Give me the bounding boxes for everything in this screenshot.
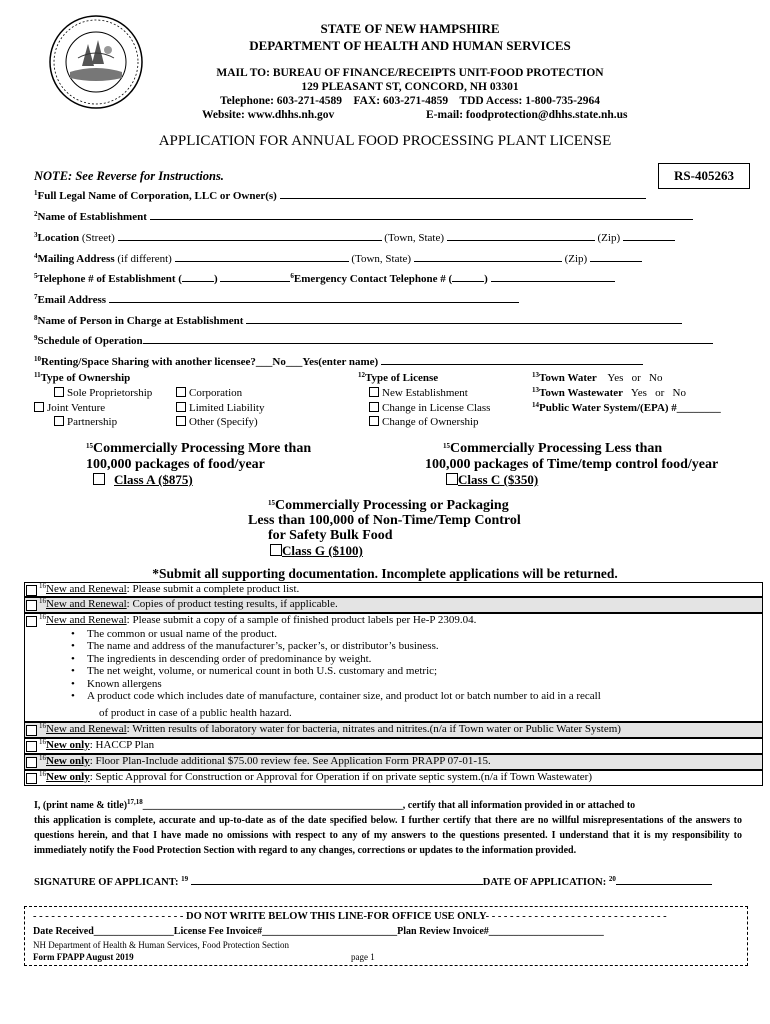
class-a-block: $^{15}$Commercially Processing More than 100,000 packages of food/year (86, 441, 312, 472)
page-number: page 1 (351, 952, 375, 962)
checklist-floor-plan[interactable]: $^{16}$New only: Floor Plan-Include additional $75.00 review fee. See Application Form PRAPP 07-01-15. (24, 754, 763, 770)
class-c-option[interactable]: Class C ($350) (446, 472, 542, 488)
office-use-box (24, 906, 748, 966)
state-name: STATE OF NEW HAMPSHIRE (320, 21, 500, 36)
field-legal-name[interactable]: $^1$Full Legal Name of Corporation, LLC or Owner(s) (34, 189, 646, 202)
email-contact: E-mail: foodprotection@dhhs.state.nh.us (426, 109, 628, 121)
department-name: DEPARTMENT OF HEALTH AND HUMAN SERVICES (249, 38, 571, 53)
rs-number: RS-405263 (658, 163, 750, 189)
website: Website: www.dhhs.nh.gov (202, 109, 335, 121)
license-change-class[interactable]: Change in License Class (369, 402, 490, 414)
ownership-partnership[interactable]: Partnership (54, 416, 117, 428)
contact-phones: Telephone: 603-271-4589 FAX: 603-271-4859 TDD Access: 1-800-735-2964 (220, 95, 600, 107)
town-water[interactable]: $^{13}$Town Water Yes or No (532, 371, 663, 384)
ownership-corporation[interactable]: Corporation (176, 387, 242, 399)
public-water[interactable]: $^{14}$Public Water System/(EPA) #________ (532, 401, 721, 414)
license-type-title: $^{12}$Type of License (358, 371, 439, 384)
field-establishment[interactable]: $^2$Name of Establishment (34, 210, 693, 223)
field-email[interactable]: $^7$Email Address (34, 293, 519, 306)
mail-to: MAIL TO: BUREAU OF FINANCE/RECEIPTS UNIT-FOOD PROTECTION (216, 67, 604, 79)
checklist-testing-results[interactable]: $^{16}$New and Renewal: Copies of product testing results, if applicable. (24, 597, 763, 613)
page-title: APPLICATION FOR ANNUAL FOOD PROCESSING PLANT LICENSE (158, 133, 612, 149)
checklist-septic[interactable]: $^{16}$New only: Septic Approval for Construction or Approval for Operation if on private septic system.(n/a if Town Wastewater) (24, 770, 763, 786)
field-renting[interactable]: $^{10}$Renting/Space Sharing with another licensee?___No___Yes(enter name) (34, 355, 643, 368)
field-telephone[interactable]: $^5$Telephone # of Establishment ( ) $^6$Emergency Contact Telephone # ( ) (34, 272, 615, 285)
field-mailing-address[interactable]: $^4$Mailing Address (if different) (Town, State) (Zip) (34, 252, 642, 265)
ownership-other[interactable]: Other (Specify) (176, 416, 258, 428)
ownership-llc[interactable]: Limited Liability (176, 402, 264, 414)
field-location[interactable]: $^3$Location (Street) (Town, State) (Zip) (34, 231, 675, 244)
class-g-block: $^{15}$Commercially Processing or Packaging Less than 100,000 of Non-Time/Temp Control for Safety Bulk Food (248, 498, 521, 543)
ownership-title: $^{11}$Type of Ownership (34, 371, 131, 384)
class-a-option[interactable]: Class A ($875) (93, 472, 199, 488)
signature-line[interactable]: SIGNATURE OF APPLICANT: $^{19}$ DATE OF APPLICATION: $^{20}$ (34, 876, 712, 888)
town-wastewater[interactable]: $^{13}$Town Wastewater Yes or No (532, 386, 686, 399)
office-use-row: Date Received________________License Fee Invoice#___________________________Plan Review Invoice#_______________________ (33, 926, 604, 937)
state-seal-icon (48, 14, 144, 110)
checklist-water-results[interactable]: $^{16}$New and Renewal: Written results of laboratory water for bacteria, nitrates and nitrites.(n/a if Town water or Public Water System) (24, 722, 763, 738)
ownership-joint[interactable]: Joint Venture (34, 402, 105, 414)
checklist-product-list[interactable]: $^{16}$New and Renewal: Please submit a complete product list. (24, 582, 763, 597)
class-g-option[interactable]: Class G ($100) (270, 543, 368, 559)
label-requirements-list: • The common or usual name of the product. • The name and address of the manufacturer’s, packer’s, or distributor’s business. • The ingredients in descending order of predominance by weight. • The net weight, volume, or numerical count in both U.S. customary and metric; • Known allergens • A product code which includes date of manufacture, container size, and product lot or batch number to aid in a recall (65, 628, 601, 702)
submit-note: *Submit all supporting documentation. Incomplete applications will be returned. (152, 566, 618, 581)
class-c-block: $^{15}$Commercially Processing Less than 100,000 packages of Time/temp control food/year (425, 441, 719, 472)
form-id: Form FPAPP August 2019 (33, 952, 134, 962)
license-change-owner[interactable]: Change of Ownership (369, 416, 479, 428)
checklist-labels[interactable]: $^{16}$New and Renewal: Please submit a copy of a sample of finished product labels per He-P 2309.04. • The common or usual name of the product. • The name and address of the manufacturer’s, packer’s, or distributor’s business. • The ingredients in descending order of predominance by weight. • The net weight, volume, or numerical count in both U.S. customary and metric; • Known allergens • A product code which includes date of manufacture, container size, and product lot or batch number to aid in a recall of product in case of a public health hazard. (24, 613, 763, 722)
note: NOTE: See Reverse for Instructions. (34, 169, 224, 183)
mailing-address: 129 PLEASANT ST, CONCORD, NH 03301 (301, 81, 519, 93)
office-use-header: - - - - - - - - - - - - - - - - - - - - - - - - - DO NOT WRITE BELOW THIS LINE-FOR OFFICE USE ONLY- - - - - - - - - - - - - - - - - - - - - - - - - - - - - - (33, 911, 667, 922)
ownership-sole[interactable]: Sole Proprietorship (54, 387, 152, 399)
license-new[interactable]: New Establishment (369, 387, 468, 399)
field-schedule[interactable]: $^9$Schedule of Operation (34, 334, 713, 347)
footer-dept: NH Department of Health & Human Services, Food Protection Section (33, 940, 289, 950)
field-person-in-charge[interactable]: $^8$Name of Person in Charge at Establishment (34, 314, 682, 327)
certification: I, (print name & title)$^{17,18}$____________________________________________________, certify that all information provided in or attached to this application is complete, accurate and up-to-date as of the date specified below. I further certify that there are no willful misrepresentations of the answers to questions herein, and that I have made no omissions with respect to any of my answers to the questions presented. I understand that it is my responsibility to immediately notify the Food Protection Section with regard to any changes, corrections or updates to the information provided. (34, 798, 742, 856)
checklist-haccp[interactable]: $^{16}$New only: HACCP Plan (24, 738, 763, 754)
